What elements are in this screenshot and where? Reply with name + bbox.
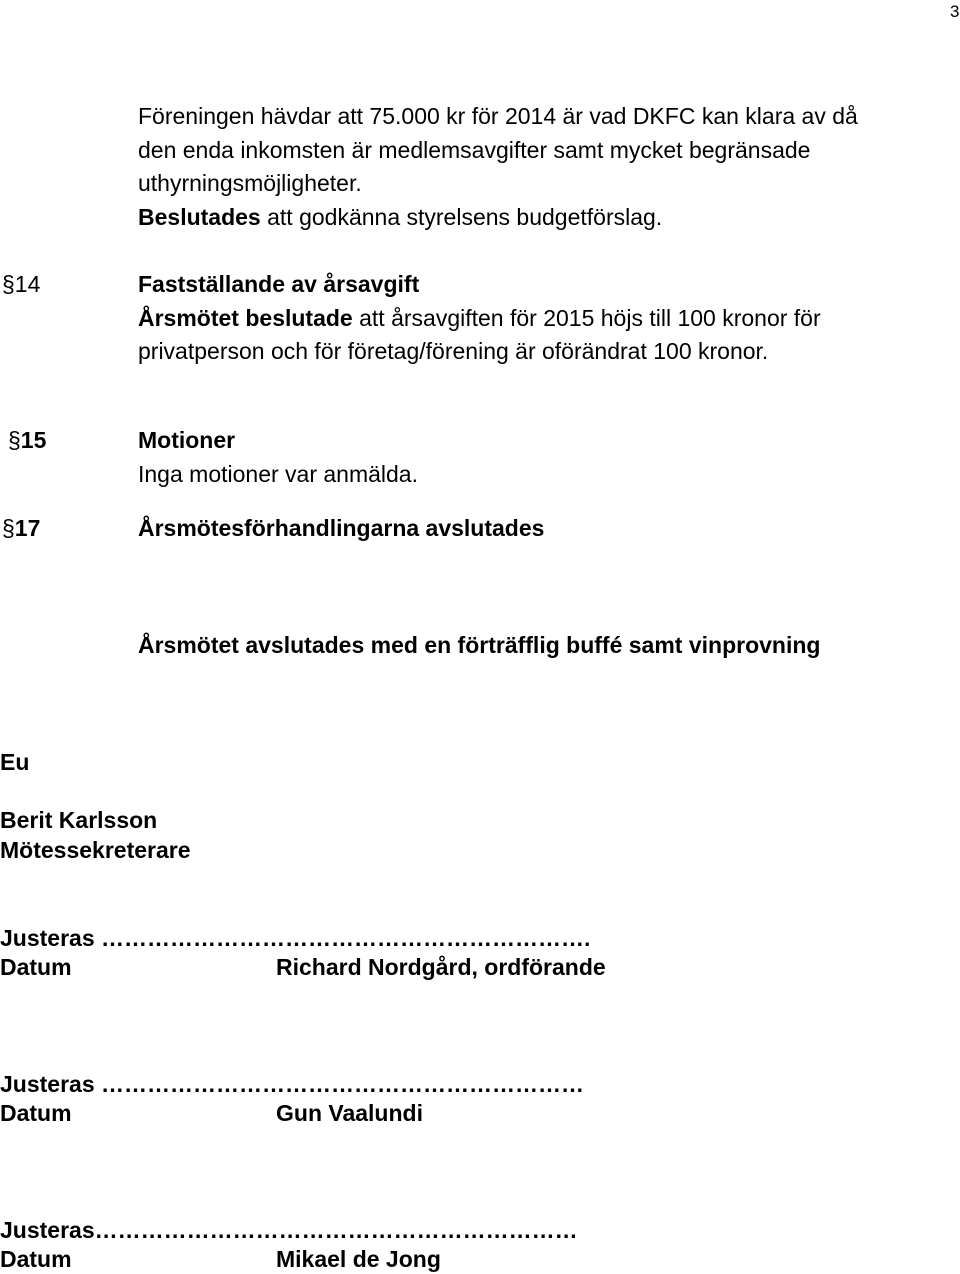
decision-keyword: Beslutades xyxy=(138,204,261,230)
signature-dots: ……………………………………………………… xyxy=(94,1217,578,1243)
intro-line-2: den enda inkomsten är medlemsavgifter samt mycket begränsade xyxy=(138,137,811,163)
intro-line-3: uthyrningsmöjligheter. xyxy=(138,170,362,196)
signature-dots: ……………………………………………………… xyxy=(94,1071,585,1097)
section-14-title: Fastställande av årsavgift xyxy=(138,271,420,297)
section-14-number xyxy=(2,269,40,299)
signer-name: Gun Vaalundi xyxy=(276,1100,423,1126)
secretary-role: Mötessekreterare xyxy=(0,837,191,863)
section-number: 17 xyxy=(14,515,41,541)
greeting: Eu xyxy=(0,749,30,775)
section-number: 15 xyxy=(20,427,47,453)
date-label: Datum xyxy=(0,954,72,980)
signature-line xyxy=(0,1215,578,1245)
section-17-title: Årsmötesförhandlingarna avslutades xyxy=(138,515,545,541)
section-15-number xyxy=(8,425,46,455)
intro-line-1: Föreningen hävdar att 75.000 kr för 2014 är vad DKFC kan klara av då xyxy=(138,103,858,129)
signer-name: Richard Nordgård, ordförande xyxy=(276,954,606,980)
section-symbol: § xyxy=(8,427,21,453)
signature-dots: ………………………………………………………. xyxy=(94,925,591,951)
section-14-keyword: Årsmötet beslutade xyxy=(138,305,353,331)
secretary-name: Berit Karlsson xyxy=(0,807,158,833)
decision-text: att godkänna styrelsens budgetförslag. xyxy=(260,204,663,230)
section-15-body: Inga motioner var anmälda. xyxy=(138,461,418,487)
closing-statement: Årsmötet avslutades med en förträfflig buffé samt vinprovning xyxy=(138,632,821,658)
section-15-title: Motioner xyxy=(138,427,236,453)
page-number: 3 xyxy=(950,2,960,21)
section-symbol: § xyxy=(2,515,15,541)
section-17-number xyxy=(2,513,40,543)
signature-line xyxy=(0,923,590,953)
justeras-label: Justeras xyxy=(0,1071,95,1097)
section-number: 14 xyxy=(14,271,41,297)
section-symbol: § xyxy=(2,271,15,297)
date-label: Datum xyxy=(0,1246,72,1272)
justeras-label: Justeras xyxy=(0,925,95,951)
intro-decision xyxy=(138,202,662,232)
date-label: Datum xyxy=(0,1100,72,1126)
signer-name: Mikael de Jong xyxy=(276,1246,441,1272)
signature-line xyxy=(0,1069,584,1099)
justeras-label: Justeras xyxy=(0,1217,95,1243)
section-14-line-2: privatperson och för företag/förening är oförändrat 100 kronor. xyxy=(138,338,769,364)
section-14-text: att årsavgiften för 2015 höjs till 100 kronor för xyxy=(352,305,821,331)
section-14-line-1 xyxy=(138,303,821,333)
